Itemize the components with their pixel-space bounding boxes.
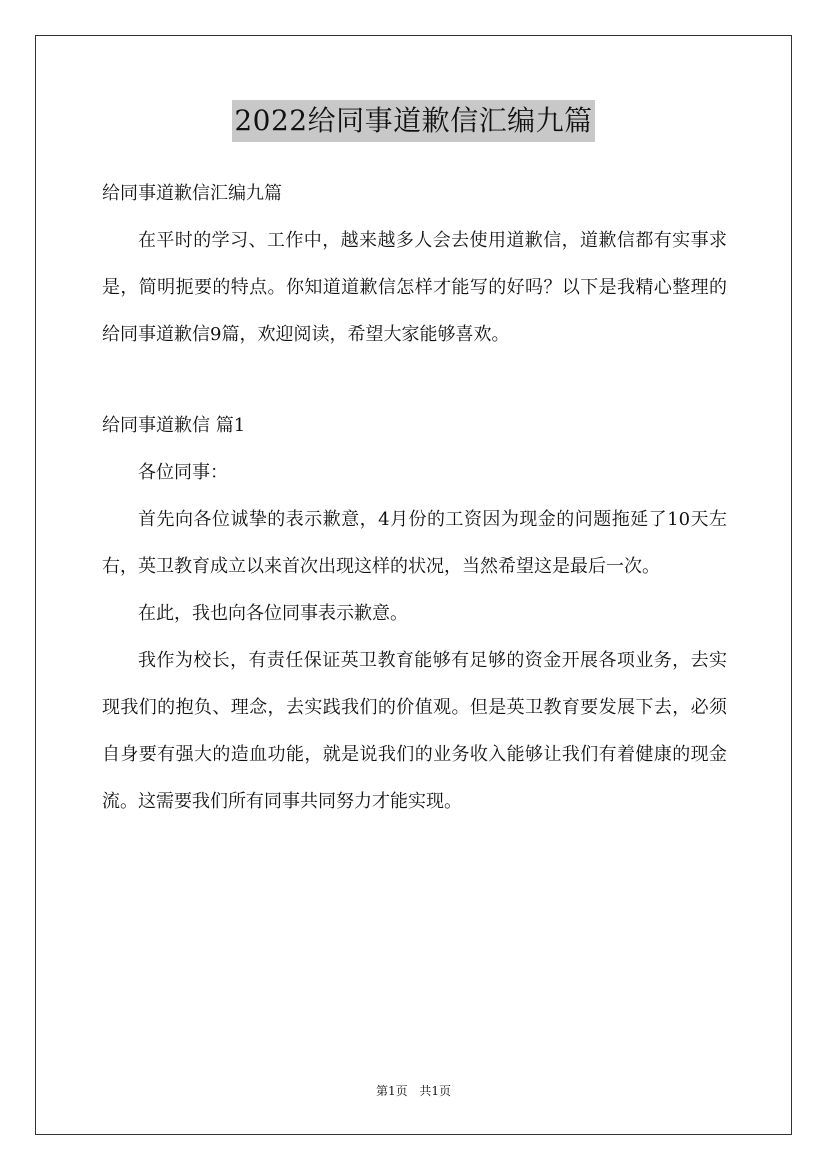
page-number-total: 共1页 bbox=[419, 1084, 452, 1098]
section-gap bbox=[102, 358, 727, 402]
salutation: 各位同事： bbox=[138, 462, 228, 483]
body-paragraph: 首先向各位诚挚的表示歉意，4月份的工资因为现金的问题拖延了10天左右，英卫教育成立以来首次出现这样的状况，当然希望这是最后一次。 bbox=[102, 509, 727, 577]
document-subtitle: 给同事道歉信汇编九篇 bbox=[102, 183, 282, 204]
intro-paragraph: 在平时的学习、工作中，越来越多人会去使用道歉信，道歉信都有实事求是，简明扼要的特点。你知道道歉信怎样才能写的好吗？以下是我精心整理的给同事道歉信9篇，欢迎阅读，希望大家能够喜欢。 bbox=[102, 230, 727, 345]
page-number-current: 第1页 bbox=[375, 1084, 408, 1098]
body-paragraph: 在此，我也向各位同事表示歉意。 bbox=[138, 603, 408, 624]
document-title: 2022给同事道歉信汇编九篇 bbox=[232, 100, 594, 142]
document-body bbox=[102, 170, 727, 825]
page-footer bbox=[0, 1082, 827, 1099]
section-heading: 给同事道歉信 篇1 bbox=[102, 415, 246, 436]
body-paragraph: 我作为校长，有责任保证英卫教育能够有足够的资金开展各项业务，去实现我们的抱负、理念，去实践我们的价值观。但是英卫教育要发展下去，必须自身要有强大的造血功能，就是说我们的业务收入能够让我们有着健康的现金流。这需要我们所有同事共同努力才能实现。 bbox=[102, 650, 727, 812]
title-container bbox=[0, 100, 827, 142]
